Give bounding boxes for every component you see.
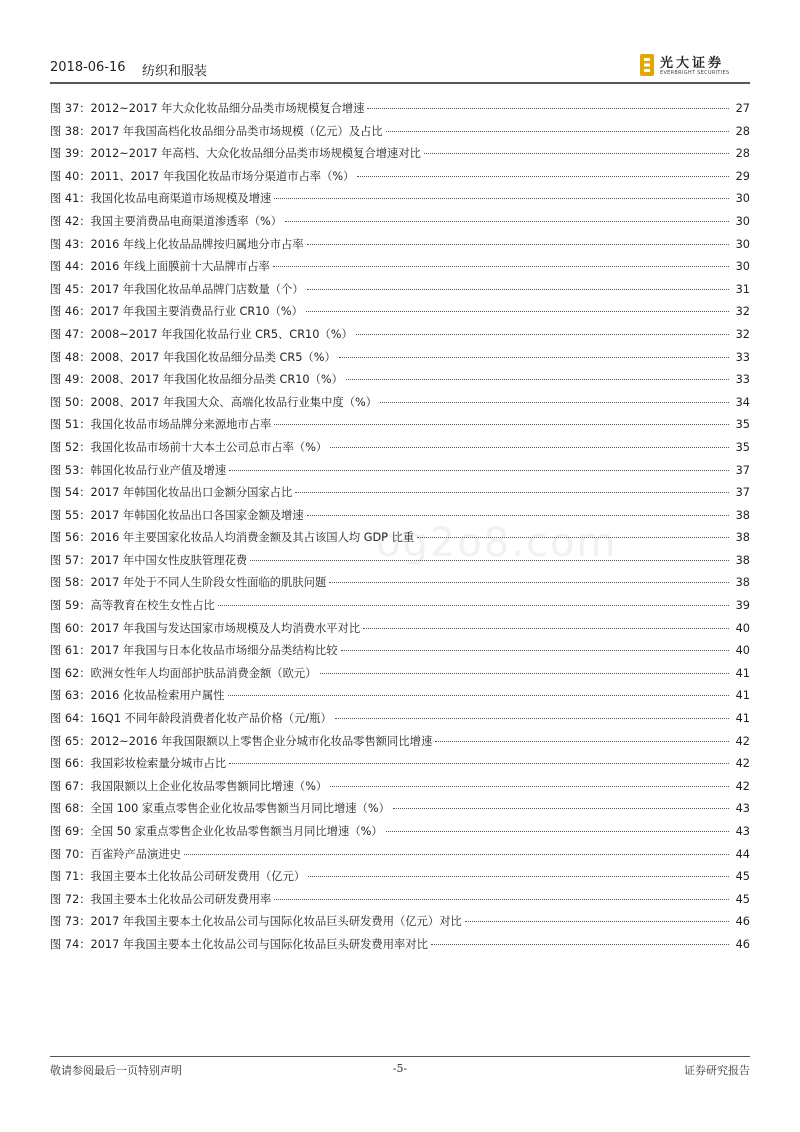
toc-entry-title: 图 67：我国限额以上企业化妆品零售额同比增速（%） <box>50 779 328 793</box>
toc-entry[interactable] <box>50 687 750 710</box>
dot-leader <box>307 289 729 290</box>
toc-entry-title: 图 46：2017 年我国主要消费品行业 CR10（%） <box>50 305 303 319</box>
toc-entry[interactable] <box>50 462 750 485</box>
toc-entry-page: 30 <box>735 260 750 274</box>
toc-entry-title: 图 39：2012~2017 年高档、大众化妆品细分品类市场规模复合增速对比 <box>50 147 421 161</box>
dot-leader <box>307 244 729 245</box>
toc-entry-page: 38 <box>735 553 750 567</box>
toc-entry[interactable] <box>50 190 750 213</box>
toc-entry-title: 图 69：全国 50 家重点零售企业化妆品零售额当月同比增速（%） <box>50 825 383 838</box>
report-type: 证券研究报告 <box>684 1064 750 1077</box>
toc-entry[interactable] <box>50 439 750 462</box>
toc-entry[interactable] <box>50 281 750 304</box>
toc-entry-page: 46 <box>735 915 750 929</box>
page-number: -5- <box>392 1062 408 1075</box>
toc-entry[interactable] <box>50 123 750 146</box>
toc-entry-page: 28 <box>735 147 750 161</box>
toc-entry[interactable] <box>50 349 750 372</box>
toc-entry-page: 33 <box>735 373 750 387</box>
toc-entry-page: 38 <box>735 531 750 545</box>
toc-entry[interactable] <box>50 620 750 643</box>
dot-leader <box>341 650 729 651</box>
toc-entry-page: 30 <box>735 237 750 251</box>
toc-entry[interactable] <box>50 100 750 123</box>
toc-entry-page: 42 <box>735 779 750 793</box>
toc-entry[interactable] <box>50 303 750 326</box>
toc-entry[interactable] <box>50 823 750 846</box>
toc-entry[interactable] <box>50 891 750 914</box>
toc-entry-title: 图 43：2016 年线上化妆品品牌按归属地分市占率 <box>50 237 304 251</box>
toc-entry[interactable] <box>50 236 750 259</box>
dot-leader <box>306 311 729 312</box>
logo-text-en: EVERBRIGHT SECURITIES <box>660 70 730 76</box>
toc-entry-page: 45 <box>735 892 750 906</box>
dot-leader <box>329 582 729 583</box>
dot-leader <box>357 176 729 177</box>
toc-entry-title: 图 71：我国主要本土化妆品公司研发费用（亿元） <box>50 870 306 884</box>
toc-entry-page: 45 <box>735 870 750 884</box>
toc-entry-title: 图 41：我国化妆品电商渠道市场规模及增速 <box>50 192 272 206</box>
toc-entry[interactable] <box>50 484 750 507</box>
toc-entry-title: 图 62：欧洲女性年人均面部护肤品消费金额（欧元） <box>50 666 317 680</box>
toc-entry-page: 29 <box>735 169 750 183</box>
dot-leader <box>184 854 729 855</box>
dot-leader <box>274 424 729 425</box>
toc-entry-title: 图 51：我国化妆品市场品牌分来源地市占率 <box>50 418 272 432</box>
toc-entry[interactable] <box>50 371 750 394</box>
toc-entry-title: 图 38：2017 年我国高档化妆品细分品类市场规模（亿元）及占比 <box>50 124 383 138</box>
toc-entry[interactable] <box>50 733 750 756</box>
toc-entry-page: 35 <box>735 418 750 432</box>
logo-text-cn: 光大证券 <box>660 56 725 71</box>
dot-leader <box>229 470 729 471</box>
toc-entry-title: 图 40：2011、2017 年我国化妆品市场分渠道市占率（%） <box>50 169 355 183</box>
toc-entry-title: 图 57：2017 年中国女性皮肤管理花费 <box>50 553 248 567</box>
toc-entry[interactable] <box>50 800 750 823</box>
dot-leader <box>356 334 729 335</box>
report-date: 2018-06-16 <box>50 60 126 75</box>
toc-entry[interactable] <box>50 665 750 688</box>
dot-leader <box>335 718 729 719</box>
toc-entry-page: 33 <box>735 350 750 364</box>
toc-entry-page: 35 <box>735 440 750 454</box>
toc-entry[interactable] <box>50 846 750 869</box>
watermark: og2o8.com <box>376 520 618 566</box>
everbright-logo-icon <box>640 54 654 76</box>
toc-entry[interactable] <box>50 507 750 530</box>
toc-entry-title: 图 72：我国主要本土化妆品公司研发费用率 <box>50 892 272 906</box>
toc-entry-page: 40 <box>735 621 750 635</box>
toc-entry-page: 42 <box>735 757 750 771</box>
toc-entry[interactable] <box>50 258 750 281</box>
toc-entry-title: 图 58：2017 年处于不同人生阶段女性面临的肌肤问题 <box>50 576 327 590</box>
dot-leader <box>346 379 729 380</box>
dot-leader <box>229 763 729 764</box>
dot-leader <box>465 921 729 922</box>
dot-leader <box>320 673 730 674</box>
toc-entry-page: 37 <box>735 486 750 500</box>
dot-leader <box>339 357 729 358</box>
toc-entry-title: 图 53：韩国化妆品行业产值及增速 <box>50 463 227 477</box>
dot-leader <box>367 108 729 109</box>
dot-leader <box>363 628 729 629</box>
toc-entry-page: 46 <box>735 937 750 951</box>
toc-entry-page: 43 <box>735 825 750 838</box>
toc-entry[interactable] <box>50 529 750 552</box>
page-footer <box>50 1062 750 1080</box>
toc-entry-title: 图 37：2012~2017 年大众化妆品细分品类市场规模复合增速 <box>50 102 365 115</box>
toc-entry-title: 图 59：高等教育在校生女性占比 <box>50 599 215 613</box>
dot-leader <box>330 786 729 787</box>
dot-leader <box>435 741 729 742</box>
toc-entry-title: 图 56：2016 年主要国家化妆品人均消费金额及其占该国人均 GDP 比重 <box>50 531 415 545</box>
toc-entry-title: 图 68：全国 100 家重点零售企业化妆品零售额当月同比增速（%） <box>50 802 390 816</box>
toc-entry-title: 图 47：2008~2017 年我国化妆品行业 CR5、CR10（%） <box>50 327 353 341</box>
dot-leader <box>285 221 729 222</box>
dot-leader <box>380 402 729 403</box>
dot-leader <box>274 899 729 900</box>
toc-entry[interactable] <box>50 574 750 597</box>
toc-entry-page: 28 <box>735 124 750 138</box>
toc-entry[interactable] <box>50 913 750 936</box>
toc-entry-page: 32 <box>735 305 750 319</box>
toc-entry[interactable] <box>50 326 750 349</box>
toc-entry[interactable] <box>50 416 750 439</box>
toc-entry-title: 图 54：2017 年韩国化妆品出口金额分国家占比 <box>50 486 293 500</box>
dot-leader <box>228 695 729 696</box>
toc-entry-title: 图 44：2016 年线上面膜前十大品牌市占率 <box>50 260 270 274</box>
toc-entry-page: 38 <box>735 576 750 590</box>
toc-entry[interactable] <box>50 936 750 959</box>
dot-leader <box>431 944 729 945</box>
toc-entry-title: 图 49：2008、2017 年我国化妆品细分品类 CR10（%） <box>50 373 343 387</box>
toc-entry[interactable] <box>50 710 750 733</box>
toc-entry-page: 30 <box>735 214 750 228</box>
toc-entry-page: 41 <box>735 689 750 703</box>
toc-entry-title: 图 64：16Q1 不同年龄段消费者化妆产品价格（元/瓶） <box>50 712 332 726</box>
dot-leader <box>393 808 729 809</box>
toc-entry-title: 图 42：我国主要消费品电商渠道渗透率（%） <box>50 214 283 228</box>
toc-entry-page: 44 <box>735 847 750 861</box>
toc-entry-title: 图 70：百雀羚产品演进史 <box>50 847 181 861</box>
toc-entry-title: 图 50：2008、2017 年我国大众、高端化妆品行业集中度（%） <box>50 395 378 409</box>
toc-entry-page: 41 <box>735 666 750 680</box>
dot-leader <box>274 198 729 199</box>
toc-entry[interactable] <box>50 552 750 575</box>
dot-leader <box>417 537 729 538</box>
report-sector: 纺织和服装 <box>142 64 208 79</box>
toc-entry-page: 37 <box>735 463 750 477</box>
toc-entry-title: 图 74：2017 年我国主要本土化妆品公司与国际化妆品巨头研发费用率对比 <box>50 937 428 951</box>
toc-entry-page: 32 <box>735 327 750 341</box>
dot-leader <box>295 492 729 493</box>
everbright-logo <box>630 52 750 80</box>
toc-entry-page: 41 <box>735 712 750 726</box>
footer-divider <box>50 1056 750 1057</box>
toc-entry-page: 31 <box>735 282 750 296</box>
toc-entry[interactable] <box>50 145 750 168</box>
toc-entry-title: 图 65：2012~2016 年我国限额以上零售企业分城市化妆品零售额同比增速 <box>50 734 433 748</box>
toc-entry-title: 图 48：2008、2017 年我国化妆品细分品类 CR5（%） <box>50 350 336 364</box>
toc-entry-title: 图 73：2017 年我国主要本土化妆品公司与国际化妆品巨头研发费用（亿元）对比 <box>50 915 462 929</box>
toc-entry-title: 图 45：2017 年我国化妆品单品牌门店数量（个） <box>50 282 304 296</box>
toc-entry-title: 图 63：2016 化妆品检索用户属性 <box>50 689 225 703</box>
toc-entry-title: 图 60：2017 年我国与发达国家市场规模及人均消费水平对比 <box>50 621 361 635</box>
toc-entry[interactable] <box>50 168 750 191</box>
dot-leader <box>386 131 729 132</box>
disclaimer-note: 敬请参阅最后一页特别声明 <box>50 1064 182 1077</box>
toc-entry[interactable] <box>50 778 750 801</box>
page-header <box>50 52 750 82</box>
toc-entry[interactable] <box>50 642 750 665</box>
toc-entry[interactable] <box>50 394 750 417</box>
toc-entry[interactable] <box>50 755 750 778</box>
dot-leader <box>308 876 729 877</box>
toc-entry-title: 图 66：我国彩妆检索量分城市占比 <box>50 757 227 771</box>
toc-entry-page: 42 <box>735 734 750 748</box>
dot-leader <box>330 447 729 448</box>
dot-leader <box>307 515 729 516</box>
figure-list <box>50 100 750 959</box>
header-divider <box>50 82 750 84</box>
dot-leader <box>273 266 729 267</box>
toc-entry-page: 27 <box>735 102 750 115</box>
toc-entry-title: 图 61：2017 年我国与日本化妆品市场细分品类结构比较 <box>50 644 338 658</box>
toc-entry[interactable] <box>50 597 750 620</box>
dot-leader <box>250 560 729 561</box>
toc-entry-title: 图 52：我国化妆品市场前十大本土公司总市占率（%） <box>50 440 328 454</box>
toc-entry-page: 34 <box>735 395 750 409</box>
toc-entry-page: 38 <box>735 508 750 522</box>
dot-leader <box>218 605 729 606</box>
toc-entry-page: 40 <box>735 644 750 658</box>
toc-entry-page: 43 <box>735 802 750 816</box>
toc-entry-page: 30 <box>735 192 750 206</box>
toc-entry[interactable] <box>50 868 750 891</box>
dot-leader <box>424 153 729 154</box>
dot-leader <box>386 831 729 832</box>
toc-entry-title: 图 55：2017 年韩国化妆品出口各国家金额及增速 <box>50 508 304 522</box>
toc-entry-page: 39 <box>735 599 750 613</box>
toc-entry[interactable] <box>50 213 750 236</box>
